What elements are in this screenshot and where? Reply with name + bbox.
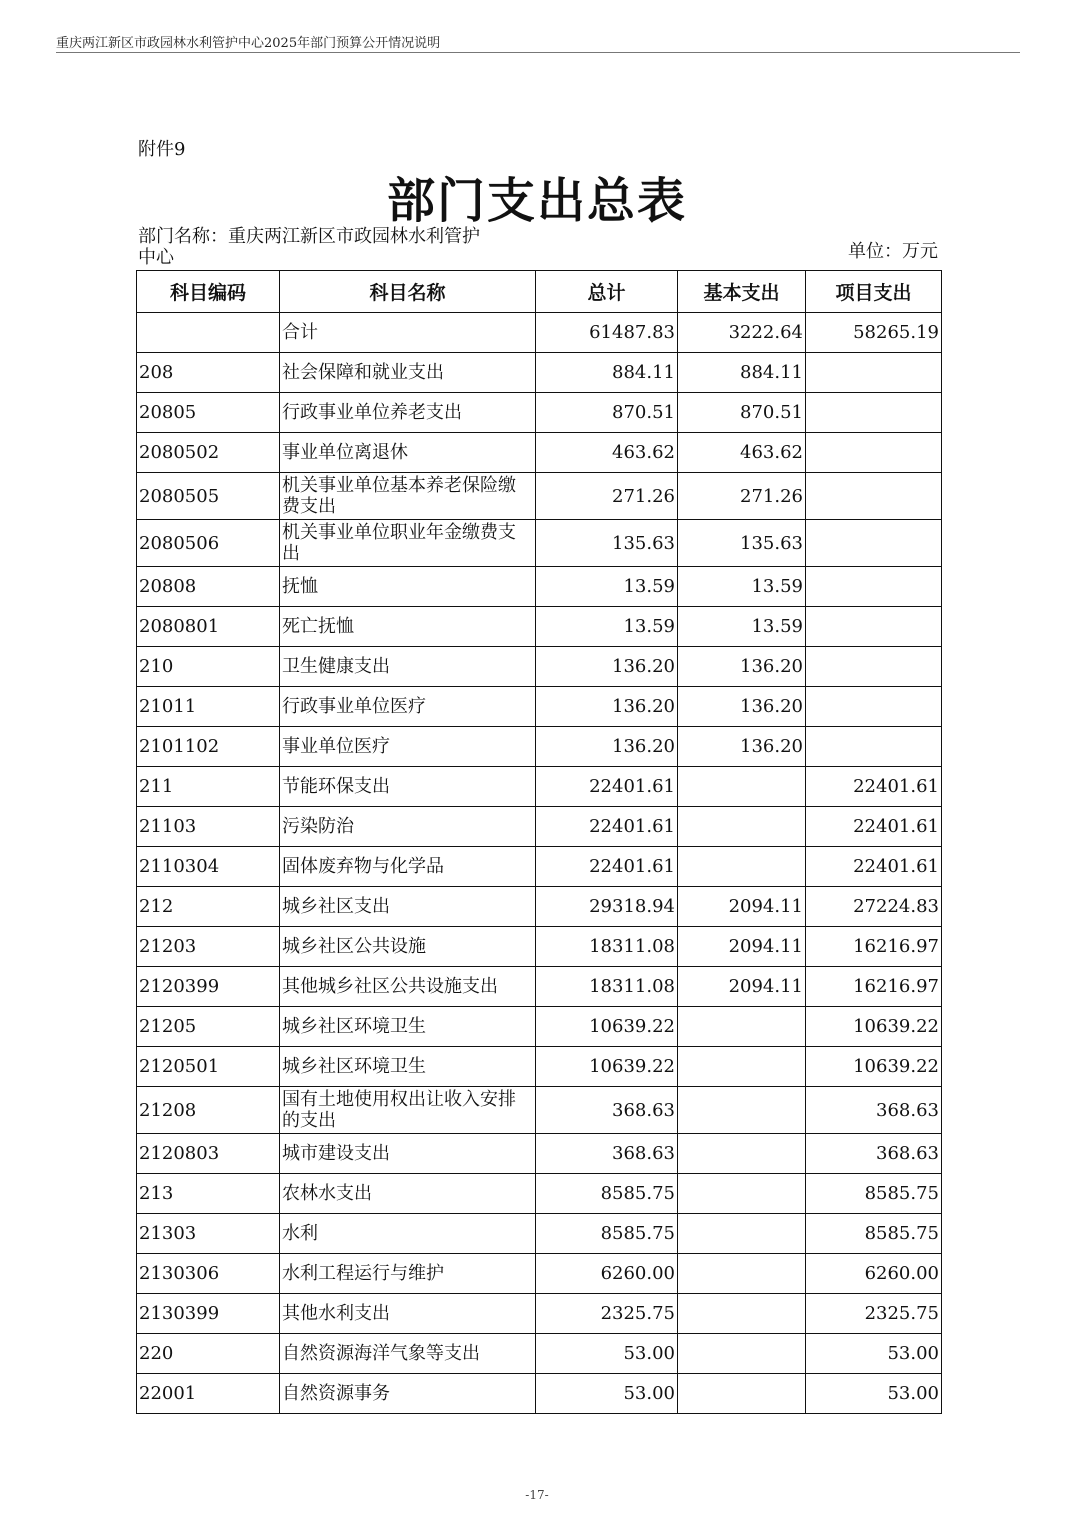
row-project — [806, 353, 942, 393]
row-basic — [678, 1374, 806, 1414]
row-total: 271.26 — [536, 473, 678, 520]
row-basic: 884.11 — [678, 353, 806, 393]
row-code — [137, 313, 280, 353]
row-project: 16216.97 — [806, 927, 942, 967]
page-title: 部门支出总表 — [386, 173, 687, 229]
row-total: 136.20 — [536, 727, 678, 767]
row-basic — [678, 767, 806, 807]
row-project: 53.00 — [806, 1374, 942, 1414]
row-code: 2080801 — [137, 607, 280, 647]
row-project — [806, 473, 942, 520]
row-project: 368.63 — [806, 1087, 942, 1134]
table-row — [137, 1134, 942, 1174]
row-basic — [678, 1174, 806, 1214]
row-code: 21103 — [137, 807, 280, 847]
row-total: 8585.75 — [536, 1174, 678, 1214]
table-row — [137, 1214, 942, 1254]
header-total: 总计 — [536, 271, 678, 313]
row-name: 事业单位离退休 — [280, 433, 536, 473]
row-total: 22401.61 — [536, 807, 678, 847]
table-row — [137, 687, 942, 727]
table-body — [137, 313, 942, 1414]
row-code: 2120501 — [137, 1047, 280, 1087]
row-code: 2080502 — [137, 433, 280, 473]
row-project: 16216.97 — [806, 967, 942, 1007]
row-basic: 271.26 — [678, 473, 806, 520]
row-total: 22401.61 — [536, 767, 678, 807]
row-code: 22001 — [137, 1374, 280, 1414]
row-project — [806, 727, 942, 767]
row-name: 节能环保支出 — [280, 767, 536, 807]
row-project: 10639.22 — [806, 1007, 942, 1047]
row-name: 死亡抚恤 — [280, 607, 536, 647]
row-total: 870.51 — [536, 393, 678, 433]
row-basic: 136.20 — [678, 687, 806, 727]
row-total: 61487.83 — [536, 313, 678, 353]
row-total: 2325.75 — [536, 1294, 678, 1334]
row-code: 21205 — [137, 1007, 280, 1047]
row-total: 10639.22 — [536, 1047, 678, 1087]
table-row — [137, 313, 942, 353]
row-project: 8585.75 — [806, 1174, 942, 1214]
row-code: 213 — [137, 1174, 280, 1214]
row-name: 其他水利支出 — [280, 1294, 536, 1334]
table-row — [137, 393, 942, 433]
row-basic: 870.51 — [678, 393, 806, 433]
row-code: 210 — [137, 647, 280, 687]
table-row — [137, 1294, 942, 1334]
table-row — [137, 807, 942, 847]
row-total: 6260.00 — [536, 1254, 678, 1294]
row-basic — [678, 1087, 806, 1134]
row-project: 27224.83 — [806, 887, 942, 927]
table-row — [137, 1334, 942, 1374]
row-basic: 3222.64 — [678, 313, 806, 353]
row-code: 20805 — [137, 393, 280, 433]
row-project — [806, 393, 942, 433]
document-header: 重庆两江新区市政园林水利管护中心2025年部门预算公开情况说明 — [56, 36, 441, 51]
row-project — [806, 687, 942, 727]
header-code: 科目编码 — [137, 271, 280, 313]
row-project — [806, 647, 942, 687]
row-total: 29318.94 — [536, 887, 678, 927]
row-project: 8585.75 — [806, 1214, 942, 1254]
row-name: 机关事业单位职业年金缴费支出 — [280, 520, 536, 567]
row-total: 463.62 — [536, 433, 678, 473]
row-name: 抚恤 — [280, 567, 536, 607]
row-total: 136.20 — [536, 647, 678, 687]
row-code: 211 — [137, 767, 280, 807]
table-row — [137, 1047, 942, 1087]
row-project — [806, 433, 942, 473]
table-row — [137, 727, 942, 767]
row-name: 农林水支出 — [280, 1174, 536, 1214]
row-name: 城市建设支出 — [280, 1134, 536, 1174]
row-total: 53.00 — [536, 1374, 678, 1414]
row-name: 城乡社区支出 — [280, 887, 536, 927]
row-name: 城乡社区公共设施 — [280, 927, 536, 967]
row-project: 10639.22 — [806, 1047, 942, 1087]
row-project: 2325.75 — [806, 1294, 942, 1334]
table-row — [137, 927, 942, 967]
page-number: -17- — [525, 1488, 549, 1502]
row-total: 368.63 — [536, 1087, 678, 1134]
table-row — [137, 1374, 942, 1414]
row-project — [806, 567, 942, 607]
row-total: 22401.61 — [536, 847, 678, 887]
table-row — [137, 1174, 942, 1214]
row-basic: 13.59 — [678, 567, 806, 607]
row-total: 18311.08 — [536, 927, 678, 967]
row-name: 合计 — [280, 313, 536, 353]
row-total: 136.20 — [536, 687, 678, 727]
row-code: 20808 — [137, 567, 280, 607]
row-code: 2120803 — [137, 1134, 280, 1174]
row-name: 污染防治 — [280, 807, 536, 847]
table-row — [137, 647, 942, 687]
row-code: 220 — [137, 1334, 280, 1374]
row-code: 2130399 — [137, 1294, 280, 1334]
row-name: 行政事业单位医疗 — [280, 687, 536, 727]
table-row — [137, 967, 942, 1007]
attachment-label: 附件9 — [138, 139, 186, 160]
row-total: 13.59 — [536, 567, 678, 607]
row-project: 58265.19 — [806, 313, 942, 353]
row-name: 事业单位医疗 — [280, 727, 536, 767]
row-basic — [678, 1294, 806, 1334]
row-code: 2080505 — [137, 473, 280, 520]
row-basic — [678, 1134, 806, 1174]
row-total: 10639.22 — [536, 1007, 678, 1047]
table-row — [137, 1254, 942, 1294]
row-basic: 136.20 — [678, 727, 806, 767]
row-total: 135.63 — [536, 520, 678, 567]
row-project: 22401.61 — [806, 807, 942, 847]
table-row — [137, 353, 942, 393]
row-total: 13.59 — [536, 607, 678, 647]
row-name: 固体废弃物与化学品 — [280, 847, 536, 887]
row-basic: 13.59 — [678, 607, 806, 647]
row-basic: 136.20 — [678, 647, 806, 687]
department-name — [138, 226, 518, 268]
table-row — [137, 1007, 942, 1047]
row-basic — [678, 1214, 806, 1254]
row-name: 水利 — [280, 1214, 536, 1254]
table-row — [137, 473, 942, 520]
row-name: 机关事业单位基本养老保险缴费支出 — [280, 473, 536, 520]
department-name-line2: 中心 — [138, 247, 174, 268]
row-total: 53.00 — [536, 1334, 678, 1374]
row-name: 城乡社区环境卫生 — [280, 1047, 536, 1087]
row-code: 2130306 — [137, 1254, 280, 1294]
row-project: 22401.61 — [806, 847, 942, 887]
table-row — [137, 607, 942, 647]
header-project: 项目支出 — [806, 271, 942, 313]
row-total: 8585.75 — [536, 1214, 678, 1254]
row-project: 368.63 — [806, 1134, 942, 1174]
row-basic — [678, 1007, 806, 1047]
row-name: 其他城乡社区公共设施支出 — [280, 967, 536, 1007]
row-name: 行政事业单位养老支出 — [280, 393, 536, 433]
row-code: 21208 — [137, 1087, 280, 1134]
row-basic: 463.62 — [678, 433, 806, 473]
row-name: 自然资源事务 — [280, 1374, 536, 1414]
row-name: 自然资源海洋气象等支出 — [280, 1334, 536, 1374]
row-basic: 2094.11 — [678, 967, 806, 1007]
row-basic — [678, 847, 806, 887]
table-row — [137, 767, 942, 807]
department-name-line1: 部门名称：重庆两江新区市政园林水利管护 — [138, 226, 480, 247]
row-project — [806, 520, 942, 567]
row-project — [806, 607, 942, 647]
row-code: 21011 — [137, 687, 280, 727]
row-basic — [678, 1334, 806, 1374]
header-basic: 基本支出 — [678, 271, 806, 313]
row-project: 6260.00 — [806, 1254, 942, 1294]
row-code: 2120399 — [137, 967, 280, 1007]
row-name: 国有土地使用权出让收入安排的支出 — [280, 1087, 536, 1134]
row-code: 2110304 — [137, 847, 280, 887]
row-code: 2080506 — [137, 520, 280, 567]
row-basic: 2094.11 — [678, 927, 806, 967]
row-total: 18311.08 — [536, 967, 678, 1007]
row-basic — [678, 807, 806, 847]
row-total: 368.63 — [536, 1134, 678, 1174]
row-code: 208 — [137, 353, 280, 393]
row-total: 884.11 — [536, 353, 678, 393]
row-basic — [678, 1254, 806, 1294]
row-name: 水利工程运行与维护 — [280, 1254, 536, 1294]
row-code: 212 — [137, 887, 280, 927]
row-basic: 2094.11 — [678, 887, 806, 927]
table-row — [137, 847, 942, 887]
table-row — [137, 887, 942, 927]
row-project: 22401.61 — [806, 767, 942, 807]
row-name: 社会保障和就业支出 — [280, 353, 536, 393]
header-divider — [56, 52, 1020, 53]
row-basic: 135.63 — [678, 520, 806, 567]
table-row — [137, 567, 942, 607]
row-code: 2101102 — [137, 727, 280, 767]
row-name: 城乡社区环境卫生 — [280, 1007, 536, 1047]
table-row — [137, 520, 942, 567]
row-project: 53.00 — [806, 1334, 942, 1374]
row-code: 21303 — [137, 1214, 280, 1254]
header-name: 科目名称 — [280, 271, 536, 313]
table-row — [137, 433, 942, 473]
table-header-row — [137, 271, 942, 313]
row-code: 21203 — [137, 927, 280, 967]
unit-label: 单位：万元 — [848, 241, 938, 262]
row-name: 卫生健康支出 — [280, 647, 536, 687]
expenditure-table — [136, 270, 942, 1414]
table-row — [137, 1087, 942, 1134]
row-basic — [678, 1047, 806, 1087]
